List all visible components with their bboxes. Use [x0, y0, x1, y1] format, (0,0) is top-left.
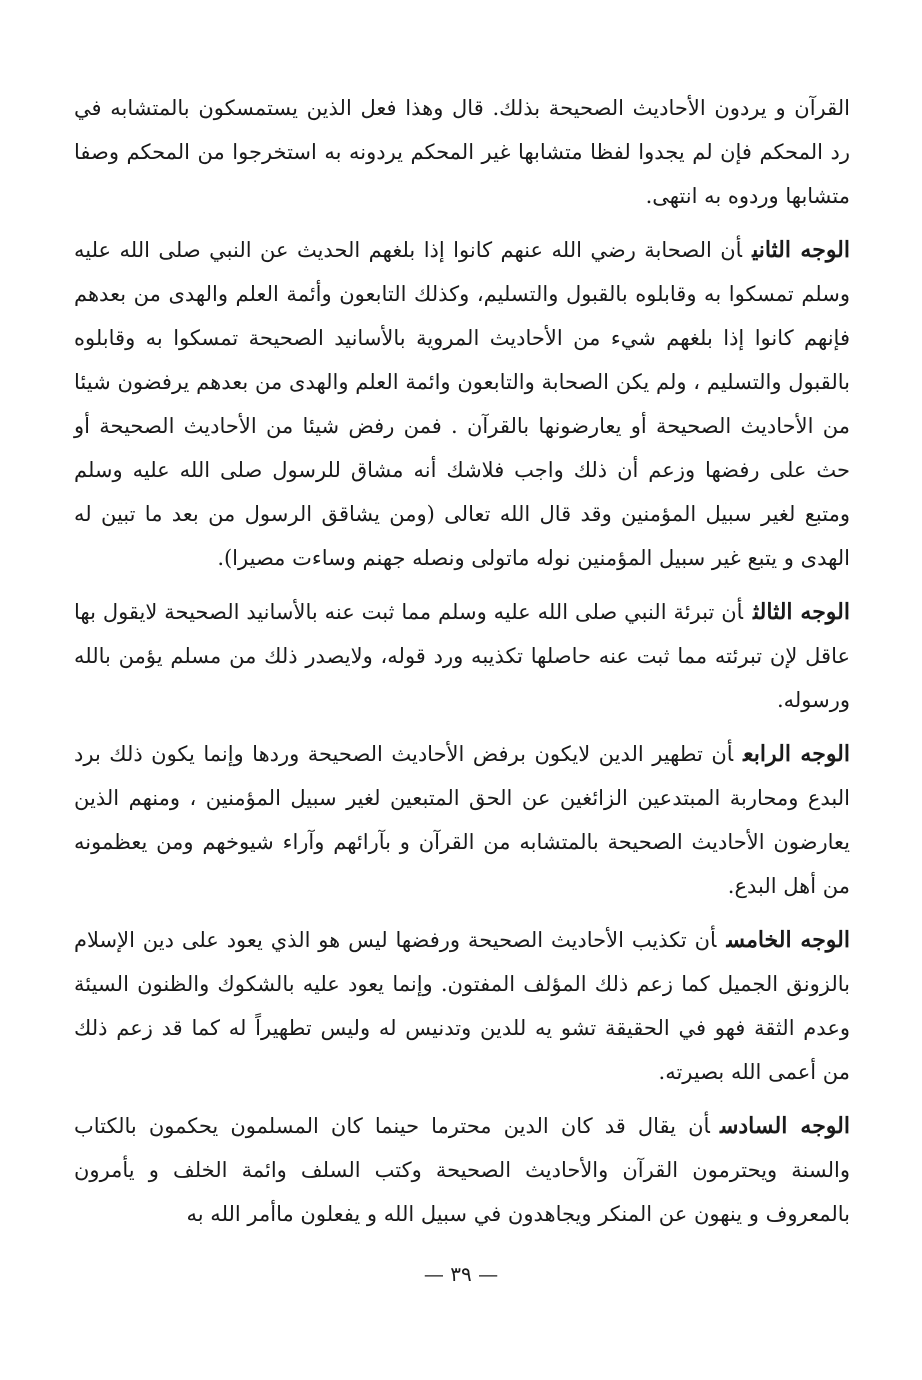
paragraph-text: أن تكذيب الأحاديث الصحيحة ورفضها ليس هو الذي يعود على دين الإسلام بالزونق الجميل كما زعم ذلك المؤلف المفتون. وإنما يعود عليه بالشكوك والظنون السيئة وعدم الثقة فهو في الحقيقة تشو يه للدين وتدنيس له وليس تطهيراً له كما قد زعم ذلك من أعمى الله بصيرته.	[74, 928, 850, 1084]
section-heading: الوجه الرابع	[743, 741, 850, 767]
paragraph-continuation	[74, 86, 850, 218]
paragraph-fourth-aspect	[74, 732, 850, 908]
section-heading: الوجه الخامس	[726, 927, 850, 953]
body-text	[74, 86, 850, 1246]
paragraph-text: أن تبرئة النبي صلى الله عليه وسلم مما ثبت عنه بالأسانيد الصحيحة لايقول بها عاقل لإن تبرئته مما ثبت عنه حاصلها تكذيبه ورد قوله، ولايصدر ذلك من مسلم يؤمن بالله ورسوله.	[74, 600, 850, 712]
paragraph-text: أن يقال قد كان الدين محترما حينما كان المسلمون يحكمون بالكتاب والسنة ويحترمون القرآن والأحاديث الصحيحة وكتب السلف وائمة الخلف و يأمرون بالمعروف و ينهون عن المنكر ويجاهدون في سبيل الله و يفعلون ماأمر الله به	[74, 1114, 850, 1226]
paragraph-text: أن تطهير الدين لايكون برفض الأحاديث الصحيحة وردها وإنما يكون ذلك برد البدع ومحاربة المبتدعين الزائغين عن الحق المتبعين لغير سبيل المؤمنين ، ومنهم الذين يعارضون الأحاديث الصحيحة بالمتشابه من القرآن و بآرائهم وآراء شيوخهم ومن يعظمونه من أهل البدع.	[74, 742, 850, 898]
paragraph-second-aspect	[74, 228, 850, 580]
page-number: — ٣٩ —	[423, 1262, 499, 1286]
section-heading: الوجه الثاني	[752, 237, 850, 263]
section-heading: الوجه السادس	[719, 1113, 850, 1139]
paragraph-fifth-aspect	[74, 918, 850, 1094]
paragraph-text: أن الصحابة رضي الله عنهم كانوا إذا بلغهم الحديث عن النبي صلى الله عليه وسلم تمسكوا به وقابلوه بالقبول والتسليم، وكذلك التابعون وأئمة العلم والهدى من بعدهم فإنهم كانوا إذا بلغهم شيء من الأحاديث المروية بالأسانيد الصحيحة تمسكوا به وقابلوه بالقبول والتسليم ، ولم يكن الصحابة والتابعون وائمة العلم والهدى من بعدهم يرفضون شيئا من الأحاديث الصحيحة أو يعارضونها بالقرآن . فمن رفض شيئا من الأحاديث الصحيحة أو حث على رفضها وزعم أن ذلك واجب فلاشك أنه مشاق للرسول صلى الله عليه وسلم ومتبع لغير سبيل المؤمنين وقد قال الله تعالى (ومن يشاقق الرسول من بعد ما تبين له الهدى و يتبع غير سبيل المؤمنين نوله ماتولى ونصله جهنم وساءت مصيرا).	[74, 238, 850, 570]
section-heading: الوجه الثالث	[753, 599, 850, 625]
paragraph-text: القرآن و يردون الأحاديث الصحيحة بذلك. قال وهذا فعل الذين يستمسكون بالمتشابه في رد المحكم فإن لم يجدوا لفظا متشابها غير المحكم يردونه به استخرجوا من المحكم وصفا متشابها وردوه به انتهى.	[74, 96, 850, 208]
paragraph-third-aspect	[74, 590, 850, 722]
paragraph-sixth-aspect	[74, 1104, 850, 1236]
